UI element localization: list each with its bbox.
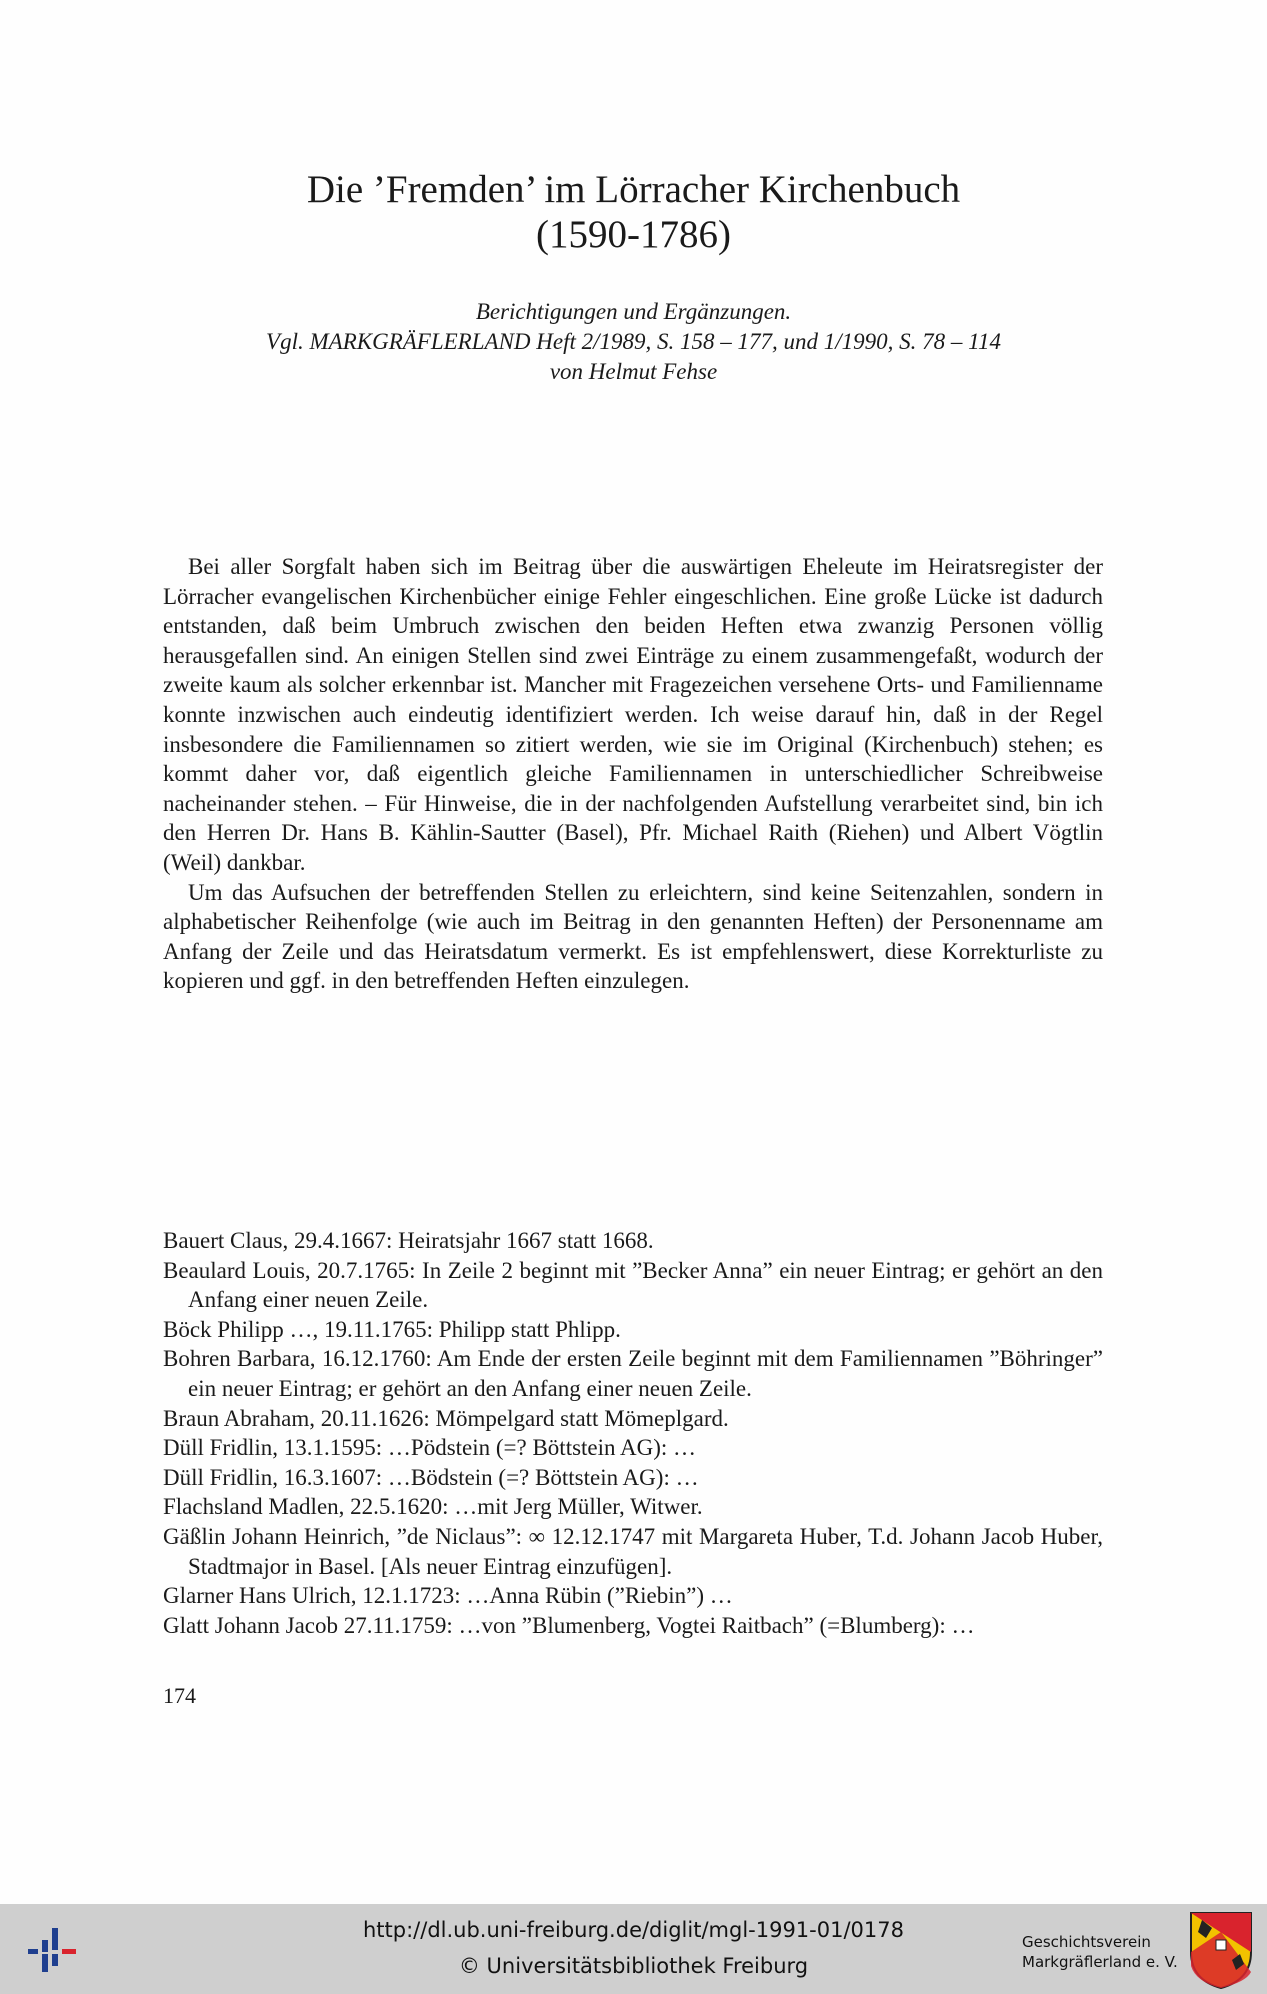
correction-entry: Düll Fridlin, 16.3.1607: …Bödstein (=? Böttstein AG): … (163, 1464, 699, 1490)
correction-entry: Düll Fridlin, 13.1.1595: …Pödstein (=? Böttstein AG): … (163, 1435, 697, 1461)
correction-entry: Glatt Johann Jacob 27.11.1759: …von ”Blumenberg, Vogtei Raitbach” (=Blumberg): … (163, 1612, 975, 1638)
correction-entry: Bohren Barbara, 16.12.1760: Am Ende der ersten Zeile beginnt mit dem Familiennamen ”Böhringer” ein neuer Eintrag; er gehört an den Anfang einer neuen Zeile. (163, 1346, 1103, 1401)
article-title: Die ’Fremden’ im Lörracher Kirchenbuch (306, 168, 961, 211)
subtitle-reference: Vgl. MARKGRÄFLERLAND Heft 2/1989, S. 158 – 177, und 1/1990, S. 78 – 114 (266, 329, 1001, 354)
society-name-line: Geschichtsverein (1022, 1933, 1151, 1951)
correction-entry: Flachsland Madlen, 22.5.1620: …mit Jerg Müller, Witwer. (163, 1494, 703, 1520)
corrections-list (163, 1226, 1103, 1640)
page-number: 174 (163, 1683, 196, 1708)
copyright-notice: © Universitätsbibliothek Freiburg (458, 1954, 809, 1978)
author-line: von Helmut Fehse (549, 359, 718, 384)
correction-entry: Braun Abraham, 20.11.1626: Mömpelgard statt Mömeplgard. (163, 1405, 729, 1431)
correction-entry: Beaulard Louis, 20.7.1765: In Zeile 2 beginnt mit ”Becker Anna” ein neuer Eintrag; er gehört an den Anfang einer neuen Zeile. (163, 1257, 1103, 1313)
correction-entry: Gäßlin Johann Heinrich, ”de Niclaus”: ∞ 12.12.1747 mit Margareta Huber, T.d. Johann Jacob Huber, Stadtmajor in Basel. [Als neuer Eintrag einzufügen]. (163, 1523, 1103, 1579)
article-title-years: (1590-1786) (536, 213, 731, 256)
subtitle-line: Berichtigungen und Ergänzungen. (475, 299, 792, 324)
intro-paragraph: Bei aller Sorgfalt haben sich im Beitrag über die auswärtigen Eheleute im Heiratsregister der Lörracher evangelischen Kirchenbücher einige Fehler eingeschlichen. Eine große Lücke ist dadurch entstanden, daß beim Umbruch zwischen den beiden Heften etwa zwanzig Personen völlig herausgefallen sind. An einigen Stellen sind zwei Einträge zu einem zusammengefaßt, wodurch der zweite kaum als solcher erkennbar ist. Mancher mit Fragezeichen versehene Orts- und Familienname konnte inzwischen auch eindeutig identifiziert werden. Ich weise darauf hin, daß in der Regel insbesondere die Familiennamen so zitiert werden, wie sie im Original (Kirchenbuch) stehen; es kommt daher vor, daß eigentlich gleiche Familiennamen in unterschiedlicher Schreibweise nacheinander stehen. – Für Hinweise, die in der nachfolgenden Aufstellung verarbeitet sind, bin ich den Herren Dr. Hans B. Kählin-Sautter (Basel), Pfr. Michael Raith (Riehen) und Albert Vögtlin (Weil) dankbar. (163, 554, 1103, 875)
correction-entry: Glarner Hans Ulrich, 12.1.1723: …Anna Rübin (”Riebin”) … (163, 1583, 733, 1609)
society-name-line: Markgräflerland e. V. (1022, 1953, 1178, 1971)
correction-entry: Bauert Claus, 29.4.1667: Heiratsjahr 1667 statt 1668. (163, 1228, 654, 1253)
intro-paragraph: Um das Aufsuchen der betreffenden Stellen zu erleichtern, sind keine Seitenzahlen, sondern in alphabetischer Reihenfolge (wie auch im Beitrag in den genannten Heften) der Personenname am Anfang der Zeile und das Heiratsdatum vermerkt. Es ist empfehlenswert, diese Korrekturliste zu kopieren und ggf. in den betreffenden Heften einzulegen. (163, 879, 1103, 994)
source-url-link[interactable]: http://dl.ub.uni-freiburg.de/diglit/mgl-1991-01/0178 (362, 1918, 904, 1942)
coat-of-arms-icon (1188, 1910, 1254, 1990)
society-name (1022, 1932, 1178, 1972)
correction-entry: Böck Philipp …, 19.11.1765: Philipp statt Phlipp. (163, 1316, 621, 1342)
intro-text (163, 552, 1103, 996)
viewer-footer (0, 1904, 1267, 1994)
